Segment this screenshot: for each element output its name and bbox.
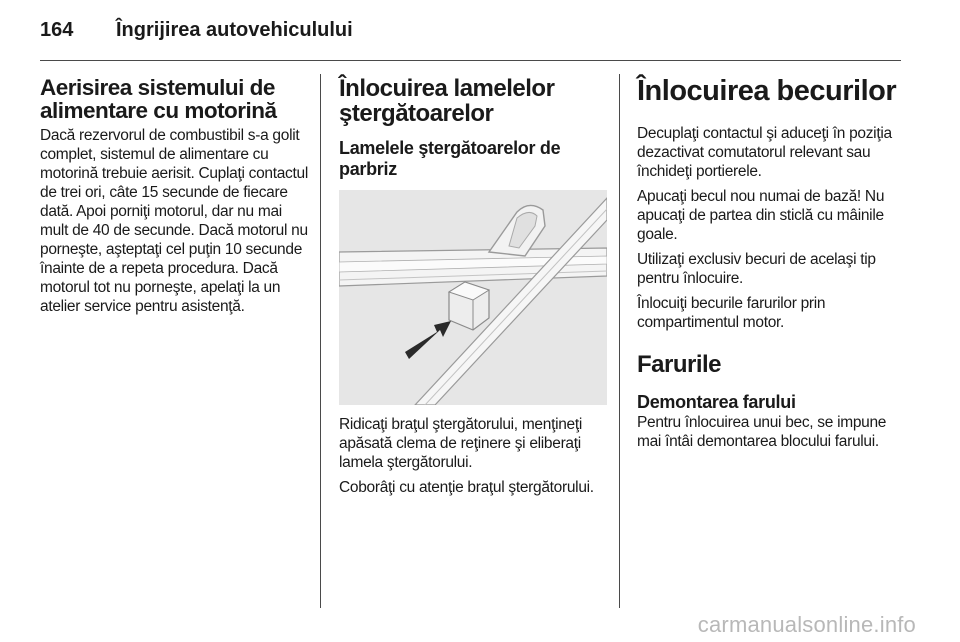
subheading-headlight-removal: Demontarea farului bbox=[637, 392, 796, 412]
bulb-text-2: Apucaţi becul nou numai de bază! Nu apucaţi de partea din sticlă cu mâinile goale. bbox=[637, 188, 885, 243]
page-number: 164 bbox=[40, 18, 74, 41]
watermark: carmanualsonline.info bbox=[697, 612, 916, 637]
bulb-text-3: Utilizaţi exclusiv becuri de acelaşi tip pentru înlocuire. bbox=[637, 251, 876, 287]
running-title: Îngrijirea autovehiculului bbox=[116, 18, 353, 41]
headlight-removal-text: Pentru înlocuirea unui bec, se impune mai întâi demontarea blocului farului. bbox=[637, 414, 887, 450]
section-heading-wiper-blades: Înlocuirea lamelelor ştergătoarelor bbox=[339, 75, 555, 127]
column-bulb-replacement bbox=[637, 76, 905, 451]
fuel-bleeding-text: Dacă rezervorul de combustibil s-a golit complet, sistemul de alimentare cu motorină trebuie aerisit. Cuplaţi contactul de trei ori, câte 15 secunde de fiecare dată. Apoi porniţi motorul, dar nu mai mult de 40 de secunde. Dacă motorul nu porneşte, aşteptaţi cel puţin 10 secunde înainte de a repeta procedura. Dacă motorul tot nu porneşte, apelaţi la un atelier service pentru asistenţă. bbox=[40, 127, 308, 315]
header-rule bbox=[40, 60, 901, 61]
wiper-step-1: Ridicaţi braţul ştergătorului, menţineţi apăsată clema de reţinere şi eliberaţi lamela ştergătorului. bbox=[339, 416, 583, 471]
section-heading-fuel-bleeding: Aerisirea sistemului de alimentare cu motorină bbox=[40, 75, 277, 123]
subheading-windscreen-wiper: Lamelele ştergătoarelor de parbriz bbox=[339, 138, 561, 179]
section-heading-bulb-replacement: Înlocuirea becurilor bbox=[637, 75, 897, 107]
column-fuel-bleeding bbox=[40, 76, 308, 316]
bulb-text-1: Decuplaţi contactul şi aduceţi în poziţia dezactivat comutatorul relevant sau închideţi portierele. bbox=[637, 125, 892, 180]
wiper-blade-illustration bbox=[339, 190, 607, 405]
bulb-text-4: Înlocuiţi becurile farurilor prin compartimentul motor. bbox=[637, 295, 826, 331]
column-divider-2 bbox=[619, 74, 620, 608]
column-wiper-blades bbox=[339, 76, 607, 497]
page-header bbox=[40, 12, 900, 48]
column-divider-1 bbox=[320, 74, 321, 608]
section-heading-headlights: Farurile bbox=[637, 351, 722, 378]
wiper-step-2: Coborâţi cu atenţie braţul ştergătorului. bbox=[339, 479, 594, 496]
